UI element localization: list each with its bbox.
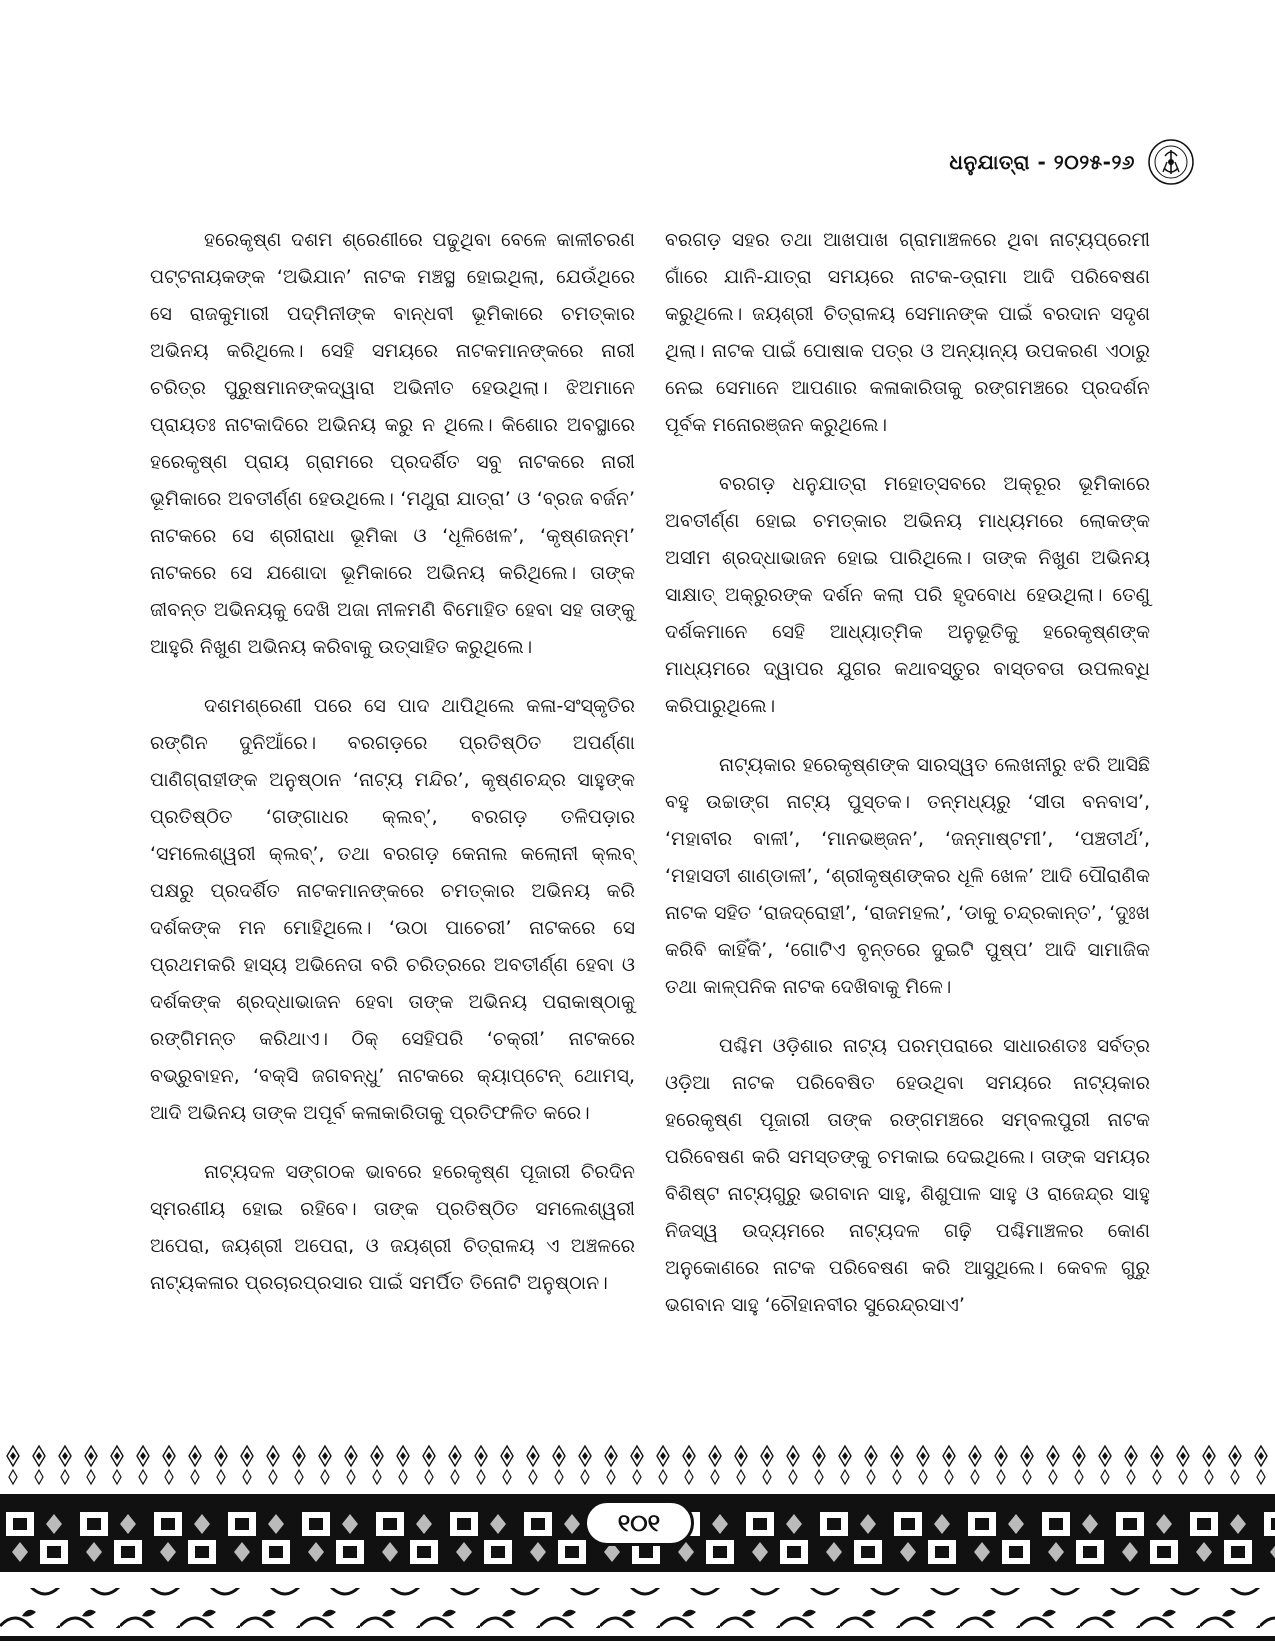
page-header	[949, 134, 1195, 190]
left-column	[150, 222, 635, 1440]
paragraph: ବରଗଡ଼ ଧନୁଯାତ୍ରା ମହୋତ୍ସବରେ ଅକ୍ରୂର ଭୂମିକାରେ ଅବତୀର୍ଣ୍ଣ ହୋଇ ଚମତ୍କାର ଅଭିନୟ ମାଧ୍ୟମରେ ଲୋକଙ୍କ ଅସୀମ ଶ୍ରଦ୍ଧାଭାଜନ ହୋଇ ପାରିଥିଲେ। ତାଙ୍କ ନିଖୁଣ ଅଭିନୟ ସାକ୍ଷାତ୍ ଅକ୍ରୁରଙ୍କ ଦର୍ଶନ କଲା ପରି ହୃଦବୋଧ ହେଉଥିଲା। ତେଣୁ ଦର୍ଶକମାନେ ସେହି ଆଧ୍ୟାତ୍ମିକ ଅନୁଭୂତିକୁ ହରେକୃଷ୍ଣଙ୍କ ମାଧ୍ୟମରେ ଦ୍ୱାପର ଯୁଗର କଥାବସ୍ତୁର ବାସ୍ତବତା ଉପଲବ୍ଧି କରିପାରୁଥିଲେ।	[665, 473, 1150, 717]
paragraph: ନାଟ୍ୟକାର ହରେକୃଷ୍ଣଙ୍କ ସାରସ୍ୱତ ଲେଖନୀରୁ ଝରି ଆସିଛି ବହୁ ଉଚ୍ଚାଙ୍ଗ ନାଟ୍ୟ ପୁସ୍ତକ। ତନ୍ମଧ୍ୟରୁ ‘ସୀତା ବନବାସ’, ‘ମହାବୀର ବାଳୀ’, ‘ମାନଭଞ୍ଜନ’, ‘ଜନ୍ମାଷ୍ଟମୀ’, ‘ପଞ୍ଚତୀର୍ଥ’, ‘ମହାସତୀ ଶାଣ୍ଡାଳୀ’, ‘ଶ୍ରୀକୃଷ୍ଣଙ୍କର ଧୂଳି ଖେଳ’ ଆଦି ପୌରାଣିକ ନାଟକ ସହିତ ‘ରାଜଦ୍ରୋହୀ’, ‘ରାଜମହଲ’, ‘ଡାକୁ ଚନ୍ଦ୍ରକାନ୍ତ’, ‘ଦୁଃଖ କରିବି କାହିଁକି’, ‘ଗୋଟିଏ ବୃନ୍ତରେ ଦୁଇଟି ପୁଷ୍ପ’ ଆଦି ସାମାଜିକ ତଥା କାଳ୍ପନିକ ନାଟକ ଦେଖିବାକୁ ମିଳେ।	[665, 754, 1150, 998]
paragraph: ଦଶମଶ୍ରେଣୀ ପରେ ସେ ପାଦ ଥାପିଥିଲେ କଳା-ସଂସ୍କୃତିର ରଙ୍ଗିନ ଦୁନିଆଁରେ। ବରଗଡ଼ରେ ପ୍ରତିଷ୍ଠିତ ଅପର୍ଣ୍ଣା ପାଣିଗ୍ରାହୀଙ୍କ ଅନୁଷ୍ଠାନ ‘ନାଟ୍ୟ ମନ୍ଦିର’, କୃଷ୍ଣଚନ୍ଦ୍ର ସାହୁଙ୍କ ପ୍ରତିଷ୍ଠିତ ‘ଗଙ୍ଗାଧର କ୍ଲବ୍’, ବରଗଡ଼ ତଳିପଡ଼ାର ‘ସମଲେଶ୍ୱରୀ କ୍ଲବ୍’, ତଥା ବରଗଡ଼ କେନାଲ କଲୋନୀ କ୍ଲବ୍ ପକ୍ଷରୁ ପ୍ରଦର୍ଶିତ ନାଟକମାନଙ୍କରେ ଚମତ୍କାର ଅଭିନୟ କରି ଦର୍ଶକଙ୍କ ମନ ମୋହିଥିଲେ। ‘ଉଠା ପାଚେରୀ’ ନାଟକରେ ସେ ପ୍ରଥମକରି ହାସ୍ୟ ଅଭିନେତା ବରି ଚରିତ୍ରରେ ଅବତୀର୍ଣ୍ଣ ହେବା ଓ ଦର୍ଶକଙ୍କ ଶ୍ରଦ୍ଧାଭାଜନ ହେବା ତାଙ୍କ ଅଭିନୟ ପରାକାଷ୍ଠାକୁ ରଙ୍ଗିମନ୍ତ କରିଥାଏ। ଠିକ୍ ସେହିପରି ‘ଚକ୍ରୀ’ ନାଟକରେ ବଭ୍ରୁବାହନ, ‘ବକ୍ସି ଜଗବନ୍ଧୁ’ ନାଟକରେ କ୍ୟାପ୍ଟେନ୍ ଥୋମସ୍, ଆଦି ଅଭିନୟ ତାଙ୍କ ଅପୂର୍ବ କଳାକାରିତାକୁ ପ୍ରତିଫଳିତ କରେ।	[150, 695, 635, 1124]
decorative-footer-border	[0, 1442, 1275, 1650]
right-column	[665, 222, 1150, 1440]
paragraph: ବରଗଡ଼ ସହର ତଥା ଆଖପାଖ ଗ୍ରାମାଞ୍ଚଳରେ ଥିବା ନାଟ୍ୟପ୍ରେମୀ ଗାଁରେ ଯାନି-ଯାତ୍ରା ସମୟରେ ନାଟକ-ଡ୍ରାମା ଆଦି ପରିବେଷଣ କରୁଥିଲେ। ଜୟଶ୍ରୀ ଚିତ୍ରାଳୟ ସେମାନଙ୍କ ପାଇଁ ବରଦାନ ସଦୃଶ ଥିଲା। ନାଟକ ପାଇଁ ପୋଷାକ ପତ୍ର ଓ ଅନ୍ୟାନ୍ୟ ଉପକରଣ ଏଠାରୁ ନେଇ ସେମାନେ ଆପଣାର କଳାକାରିତାକୁ ରଙ୍ଗମଞ୍ଚରେ ପ୍ରଦର୍ଶନ ପୂର୍ବକ ମନୋରଞ୍ଜନ କରୁଥିଲେ।	[665, 229, 1150, 436]
emblem-seal-icon	[1147, 138, 1195, 186]
paragraph: ପଶ୍ଚିମ ଓଡ଼ିଶାର ନାଟ୍ୟ ପରମ୍ପରାରେ ସାଧାରଣତଃ ସର୍ବତ୍ର ଓଡ଼ିଆ ନାଟକ ପରିବେଷିତ ହେଉଥିବା ସମୟରେ ନାଟ୍ୟକାର ହରେକୃଷ୍ଣ ପୂଜାରୀ ତାଙ୍କ ରଙ୍ଗମଞ୍ଚରେ ସମ୍ବଲପୁରୀ ନାଟକ ପରିବେଷଣ କରି ସମସ୍ତଙ୍କୁ ଚମକାଇ ଦେଇଥିଲେ। ତାଙ୍କ ସମୟର ବିଶିଷ୍ଟ ନାଟ୍ୟଗୁରୁ ଭଗବାନ ସାହୁ, ଶିଶୁପାଳ ସାହୁ ଓ ରାଜେନ୍ଦ୍ର ସାହୁ ନିଜସ୍ୱ ଉଦ୍ୟମରେ ନାଟ୍ୟଦଳ ଗଢ଼ି ପଶ୍ଚିମାଞ୍ଚଳର କୋଣ ଅନୁକୋଣରେ ନାଟକ ପରିବେଷଣ କରି ଆସୁଥିଲେ। କେବଳ ଗୁରୁ ଭଗବାନ ସାହୁ ‘ଚୌହାନବୀର ସୁରେନ୍ଦ୍ରସାଏ’	[665, 1035, 1150, 1316]
paragraph: ନାଟ୍ୟଦଳ ସଙ୍ଗଠକ ଭାବରେ ହରେକୃଷ୍ଣ ପୂଜାରୀ ଚିରଦିନ ସ୍ମରଣୀୟ ହୋଇ ରହିବେ। ତାଙ୍କ ପ୍ରତିଷ୍ଠିତ ସମଲେଶ୍ୱରୀ ଅପେରା, ଜୟଶ୍ରୀ ଅପେରା, ଓ ଜୟଶ୍ରୀ ଚିତ୍ରାଳୟ ଏ ଅଞ୍ଚଳରେ ନାଟ୍ୟକଳାର ପ୍ରଚାରପ୍ରସାର ପାଇଁ ସମର୍ପିତ ତିନୋଟି ଅନୁଷ୍ଠାନ।	[150, 1161, 635, 1294]
header-title: ଧନୁଯାତ୍ରା - ୨୦୨୫-୨୬	[949, 150, 1135, 174]
page-number: ୧୦୧	[584, 1500, 694, 1546]
article-body	[150, 222, 1150, 1440]
paragraph: ହରେକୃଷ୍ଣ ଦଶମ ଶ୍ରେଣୀରେ ପଢୁଥିବା ବେଳେ କାଳୀଚରଣ ପଟ୍ଟନାୟକଙ୍କ ‘ଅଭିଯାନ’ ନାଟକ ମଞ୍ଚସ୍ଥ ହୋଇଥିଲା, ଯେଉଁଥିରେ ସେ ରାଜକୁମାରୀ ପଦ୍ମିନୀଙ୍କ ବାନ୍ଧବୀ ଭୂମିକାରେ ଚମତ୍କାର ଅଭିନୟ କରିଥିଲେ। ସେହି ସମୟରେ ନାଟକମାନଙ୍କରେ ନାରୀ ଚରିତ୍ର ପୁରୁଷମାନଙ୍କଦ୍ୱାରା ଅଭିନୀତ ହେଉଥିଲା। ଝିଅମାନେ ପ୍ରାୟତଃ ନାଟକାଦିରେ ଅଭିନୟ କରୁ ନ ଥିଲେ। କିଶୋର ଅବସ୍ଥାରେ ହରେକୃଷ୍ଣ ପ୍ରାୟ ଗ୍ରାମରେ ପ୍ରଦର୍ଶିତ ସବୁ ନାଟକରେ ନାରୀ ଭୂମିକାରେ ଅବତୀର୍ଣ୍ଣ ହେଉଥିଲେ। ‘ମଥୁରା ଯାତ୍ରା’ ଓ ‘ବ୍ରଜ ବର୍ଜନ’ ନାଟକରେ ସେ ଶ୍ରୀରାଧା ଭୂମିକା ଓ ‘ଧୂଳିଖେଳ’, ‘କୃଷ୍ଣଜନ୍ମ’ ନାଟକରେ ସେ ଯଶୋଦା ଭୂମିକାରେ ଅଭିନୟ କରିଥିଲେ। ତାଙ୍କ ଜୀବନ୍ତ ଅଭିନୟକୁ ଦେଖି ଅଜା ନୀଳମଣି ବିମୋହିତ ହେବା ସହ ତାଙ୍କୁ ଆହୁରି ନିଖୁଣ ଅଭିନୟ କରିବାକୁ ଉତ୍ସାହିତ କରୁଥିଲେ।	[150, 229, 635, 658]
